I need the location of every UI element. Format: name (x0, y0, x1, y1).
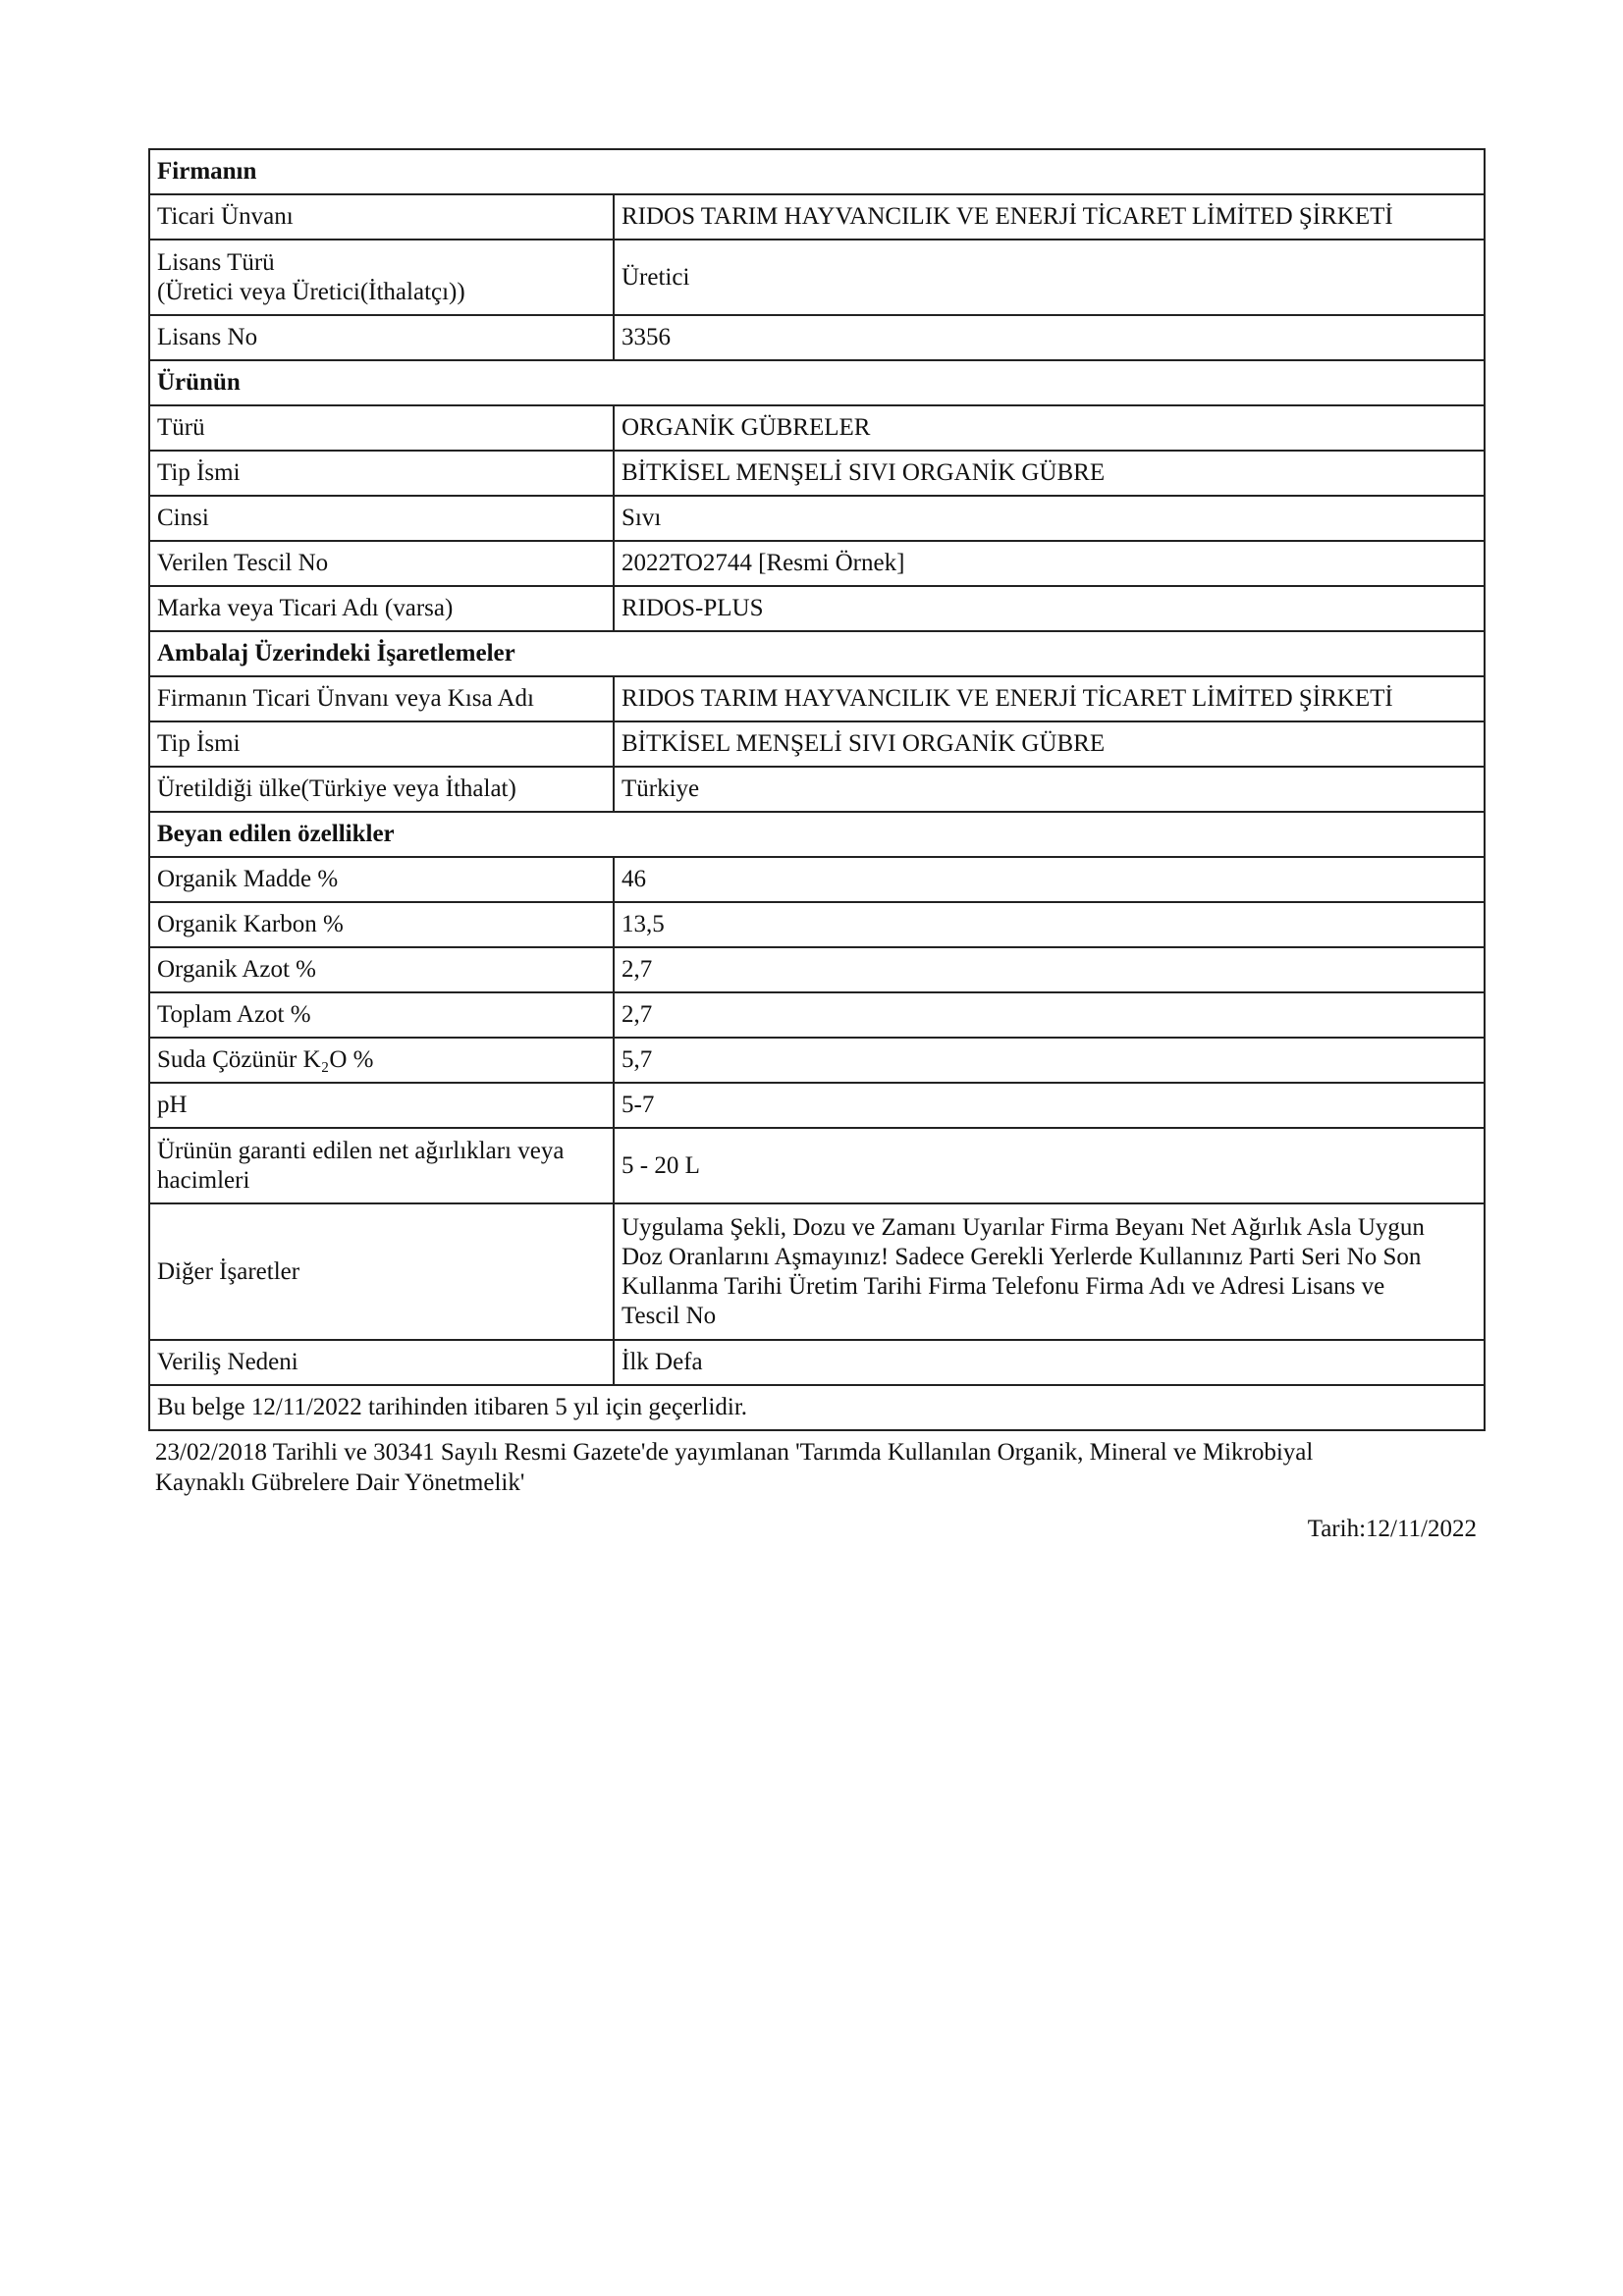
property-label: Organik Azot % (149, 947, 614, 992)
packaging-firm-name-value: RIDOS TARIM HAYVANCILIK VE ENERJİ TİCARET LİMİTED ŞİRKETİ (614, 676, 1485, 721)
property-value: 5,7 (614, 1038, 1485, 1083)
property-value: 5-7 (614, 1083, 1485, 1128)
other-marks-label: Diğer İşaretler (149, 1203, 614, 1340)
property-value: 13,5 (614, 902, 1485, 947)
packaging-firm-name-label: Firmanın Ticari Ünvanı veya Kısa Adı (149, 676, 614, 721)
net-weight-label-line-2: hacimleri (157, 1166, 250, 1194)
registration-no-label: Verilen Tescil No (149, 541, 614, 586)
packaging-type-name-label: Tip İsmi (149, 721, 614, 767)
property-label: pH (149, 1083, 614, 1128)
other-marks-line: Doz Oranlarını Aşmayınız! Sadece Gerekli Yerlerde Kullanınız Parti Seri No Son (622, 1243, 1422, 1270)
property-label: Toplam Azot % (149, 992, 614, 1038)
packaging-type-name-value: BİTKİSEL MENŞELİ SIVI ORGANİK GÜBRE (614, 721, 1485, 767)
footnote-line-1: 23/02/2018 Tarihli ve 30341 Sayılı Resmi Gazete'de yayımlanan 'Tarımda Kullanılan Organik, Mineral ve Mikrobiyal (155, 1439, 1314, 1466)
validity-statement: Bu belge 12/11/2022 tarihinden itibaren 5 yıl için geçerlidir. (149, 1385, 1485, 1430)
license-type-label (149, 240, 614, 315)
property-label: Suda Çözünür K₂O % (149, 1038, 614, 1083)
registration-no-value: 2022TO2744 [Resmi Örnek] (614, 541, 1485, 586)
product-type-name-label: Tip İsmi (149, 451, 614, 496)
reason-label: Veriliş Nedeni (149, 1340, 614, 1385)
net-weight-label (149, 1128, 614, 1203)
product-kind-label: Cinsi (149, 496, 614, 541)
reason-value: İlk Defa (614, 1340, 1485, 1385)
product-type-label: Türü (149, 405, 614, 451)
license-type-label-line-2: (Üretici veya Üretici(İthalatçı)) (157, 278, 465, 305)
other-marks-line: Uygulama Şekli, Dozu ve Zamanı Uyarılar Firma Beyanı Net Ağırlık Asla Uygun (622, 1213, 1425, 1241)
other-marks-line: Kullanma Tarihi Üretim Tarihi Firma Telefonu Firma Adı ve Adresi Lisans ve (622, 1272, 1385, 1300)
packaging-section-header: Ambalaj Üzerindeki İşaretlemeler (149, 631, 1485, 676)
property-label: Organik Madde % (149, 857, 614, 902)
properties-section-header: Beyan edilen özellikler (149, 812, 1485, 857)
footnote-line-2: Kaynaklı Gübrelere Dair Yönetmelik' (155, 1469, 525, 1496)
brand-label: Marka veya Ticari Adı (varsa) (149, 586, 614, 631)
property-value: 46 (614, 857, 1485, 902)
product-type-name-value: BİTKİSEL MENŞELİ SIVI ORGANİK GÜBRE (614, 451, 1485, 496)
document-date: Tarih:12/11/2022 (1307, 1516, 1477, 1542)
certificate-table (148, 148, 1486, 1431)
property-value: 2,7 (614, 992, 1485, 1038)
license-type-value: Üretici (614, 240, 1485, 315)
property-value: 2,7 (614, 947, 1485, 992)
trade-name-label: Ticari Ünvanı (149, 194, 614, 240)
product-section-header: Ürünün (149, 360, 1485, 405)
license-no-value: 3356 (614, 315, 1485, 360)
regulation-footnote (148, 1437, 1471, 1498)
origin-country-value: Türkiye (614, 767, 1485, 812)
net-weight-value: 5 - 20 L (614, 1128, 1485, 1203)
certificate-page (148, 148, 1484, 1544)
other-marks-value (614, 1203, 1485, 1340)
net-weight-label-line-1: Ürünün garanti edilen net ağırlıkları veya (157, 1137, 565, 1164)
trade-name-value: RIDOS TARIM HAYVANCILIK VE ENERJİ TİCARET LİMİTED ŞİRKETİ (614, 194, 1485, 240)
license-type-label-line-1: Lisans Türü (157, 248, 275, 276)
product-type-value: ORGANİK GÜBRELER (614, 405, 1485, 451)
firm-section-header: Firmanın (149, 149, 1485, 194)
origin-country-label: Üretildiği ülke(Türkiye veya İthalat) (149, 767, 614, 812)
product-kind-value: Sıvı (614, 496, 1485, 541)
property-label: Organik Karbon % (149, 902, 614, 947)
brand-value: RIDOS-PLUS (614, 586, 1485, 631)
other-marks-line: Tescil No (622, 1302, 717, 1329)
license-no-label: Lisans No (149, 315, 614, 360)
